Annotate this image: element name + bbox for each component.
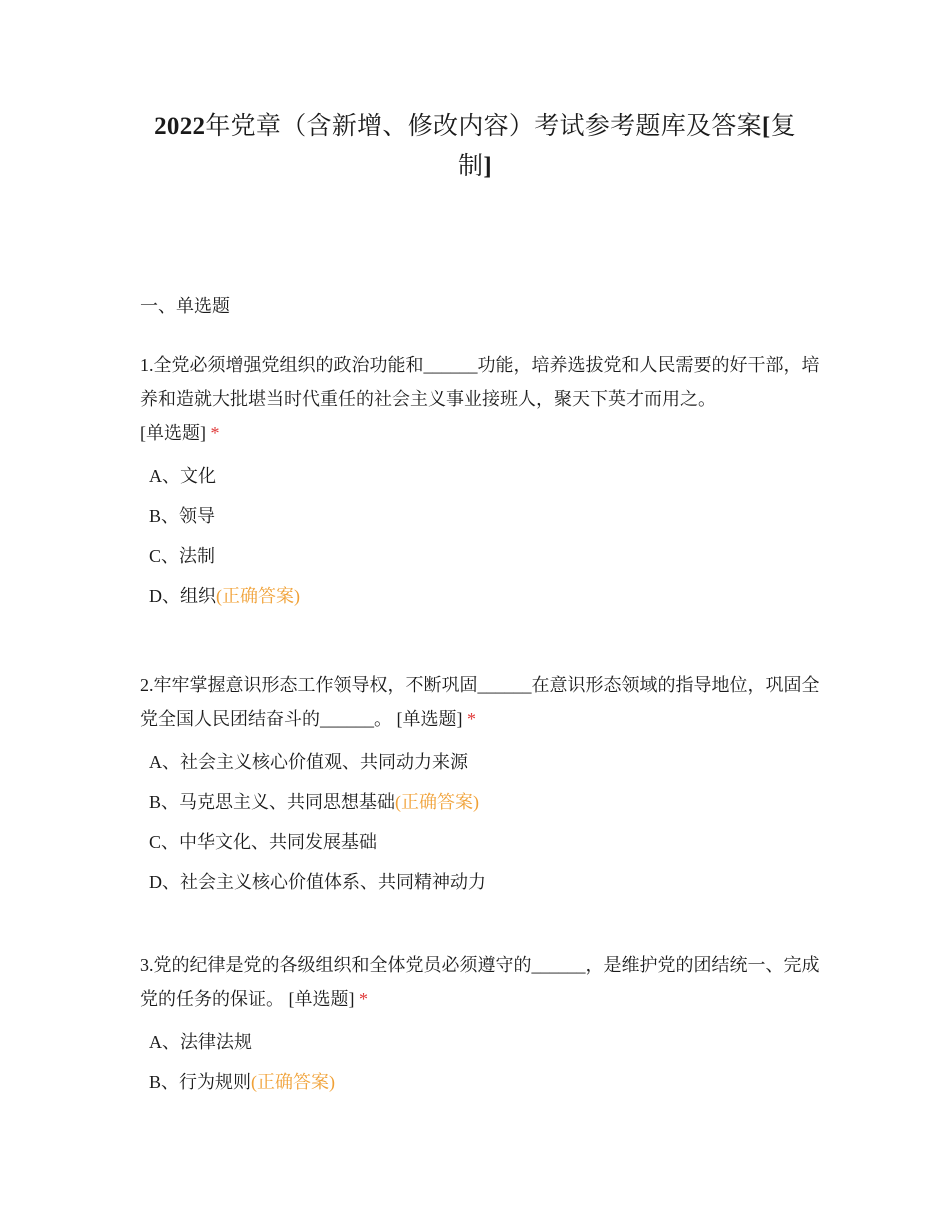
- option-list: [140, 1022, 820, 1102]
- option-a[interactable]: [149, 1022, 820, 1062]
- option-d[interactable]: [149, 862, 820, 902]
- option-text: B、马克思主义、共同思想基础: [149, 792, 396, 812]
- document-title: [140, 0, 810, 187]
- required-mark: *: [467, 709, 476, 729]
- question-stem-text: 1.全党必须增强党组织的政治功能和______功能，培养选拔党和人民需要的好干部，培养和造就大批堪当时代重任的社会主义事业接班人，聚天下英才而用之。: [140, 355, 820, 409]
- question-stem-text: 2.牢牢掌握意识形态工作领导权，不断巩固______在意识形态领域的指导地位，巩固全党全国人民团结奋斗的______。: [140, 675, 820, 729]
- option-b[interactable]: [149, 496, 820, 536]
- option-list: [140, 742, 820, 902]
- option-a[interactable]: [149, 742, 820, 782]
- option-b[interactable]: [149, 782, 820, 822]
- title-tail-1: 复: [770, 113, 796, 140]
- question-stem: [140, 948, 820, 1016]
- option-text: C、中华文化、共同发展基础: [149, 832, 378, 852]
- correct-answer-tag: (正确答案): [251, 1072, 336, 1092]
- option-text: C、法制: [149, 546, 216, 566]
- question-1: [140, 348, 820, 616]
- required-mark: *: [359, 989, 368, 1009]
- question-3: [140, 948, 820, 1102]
- question-type-label: [单选题]: [288, 989, 355, 1009]
- option-b[interactable]: [149, 1062, 820, 1102]
- option-text: A、法律法规: [149, 1032, 252, 1052]
- option-text: A、社会主义核心价值观、共同动力来源: [149, 752, 468, 772]
- question-2: [140, 668, 820, 902]
- option-c[interactable]: [149, 822, 820, 862]
- option-text: A、文化: [149, 466, 216, 486]
- required-mark: *: [210, 423, 220, 443]
- title-bracket-close: ]: [483, 153, 492, 180]
- question-type-label: [单选题]: [140, 423, 206, 443]
- option-d[interactable]: [149, 576, 820, 616]
- correct-answer-tag: (正确答案): [395, 792, 480, 812]
- title-year: 2022: [154, 113, 206, 140]
- option-text: B、领导: [149, 506, 216, 526]
- correct-answer-tag: (正确答案): [216, 586, 300, 606]
- question-stem: [140, 348, 820, 450]
- question-stem: [140, 668, 820, 736]
- option-list: [140, 456, 820, 616]
- option-text: D、组织: [149, 586, 216, 606]
- title-text: 年党章（含新增、修改内容）考试参考题库及答案: [205, 113, 762, 140]
- option-c[interactable]: [149, 536, 820, 576]
- question-stem-text: 3.党的纪律是党的各级组织和全体党员必须遵守的______，是维护党的团结统一、完成党的任务的保证。: [140, 955, 820, 1009]
- question-type-label: [单选题]: [396, 709, 463, 729]
- option-text: D、社会主义核心价值体系、共同精神动力: [149, 872, 486, 892]
- option-a[interactable]: [149, 456, 820, 496]
- title-tail-2: 制: [458, 153, 484, 180]
- section-heading: 一、单选题: [140, 296, 230, 316]
- option-text: B、行为规则: [149, 1072, 252, 1092]
- title-bracket-open: [: [761, 113, 771, 140]
